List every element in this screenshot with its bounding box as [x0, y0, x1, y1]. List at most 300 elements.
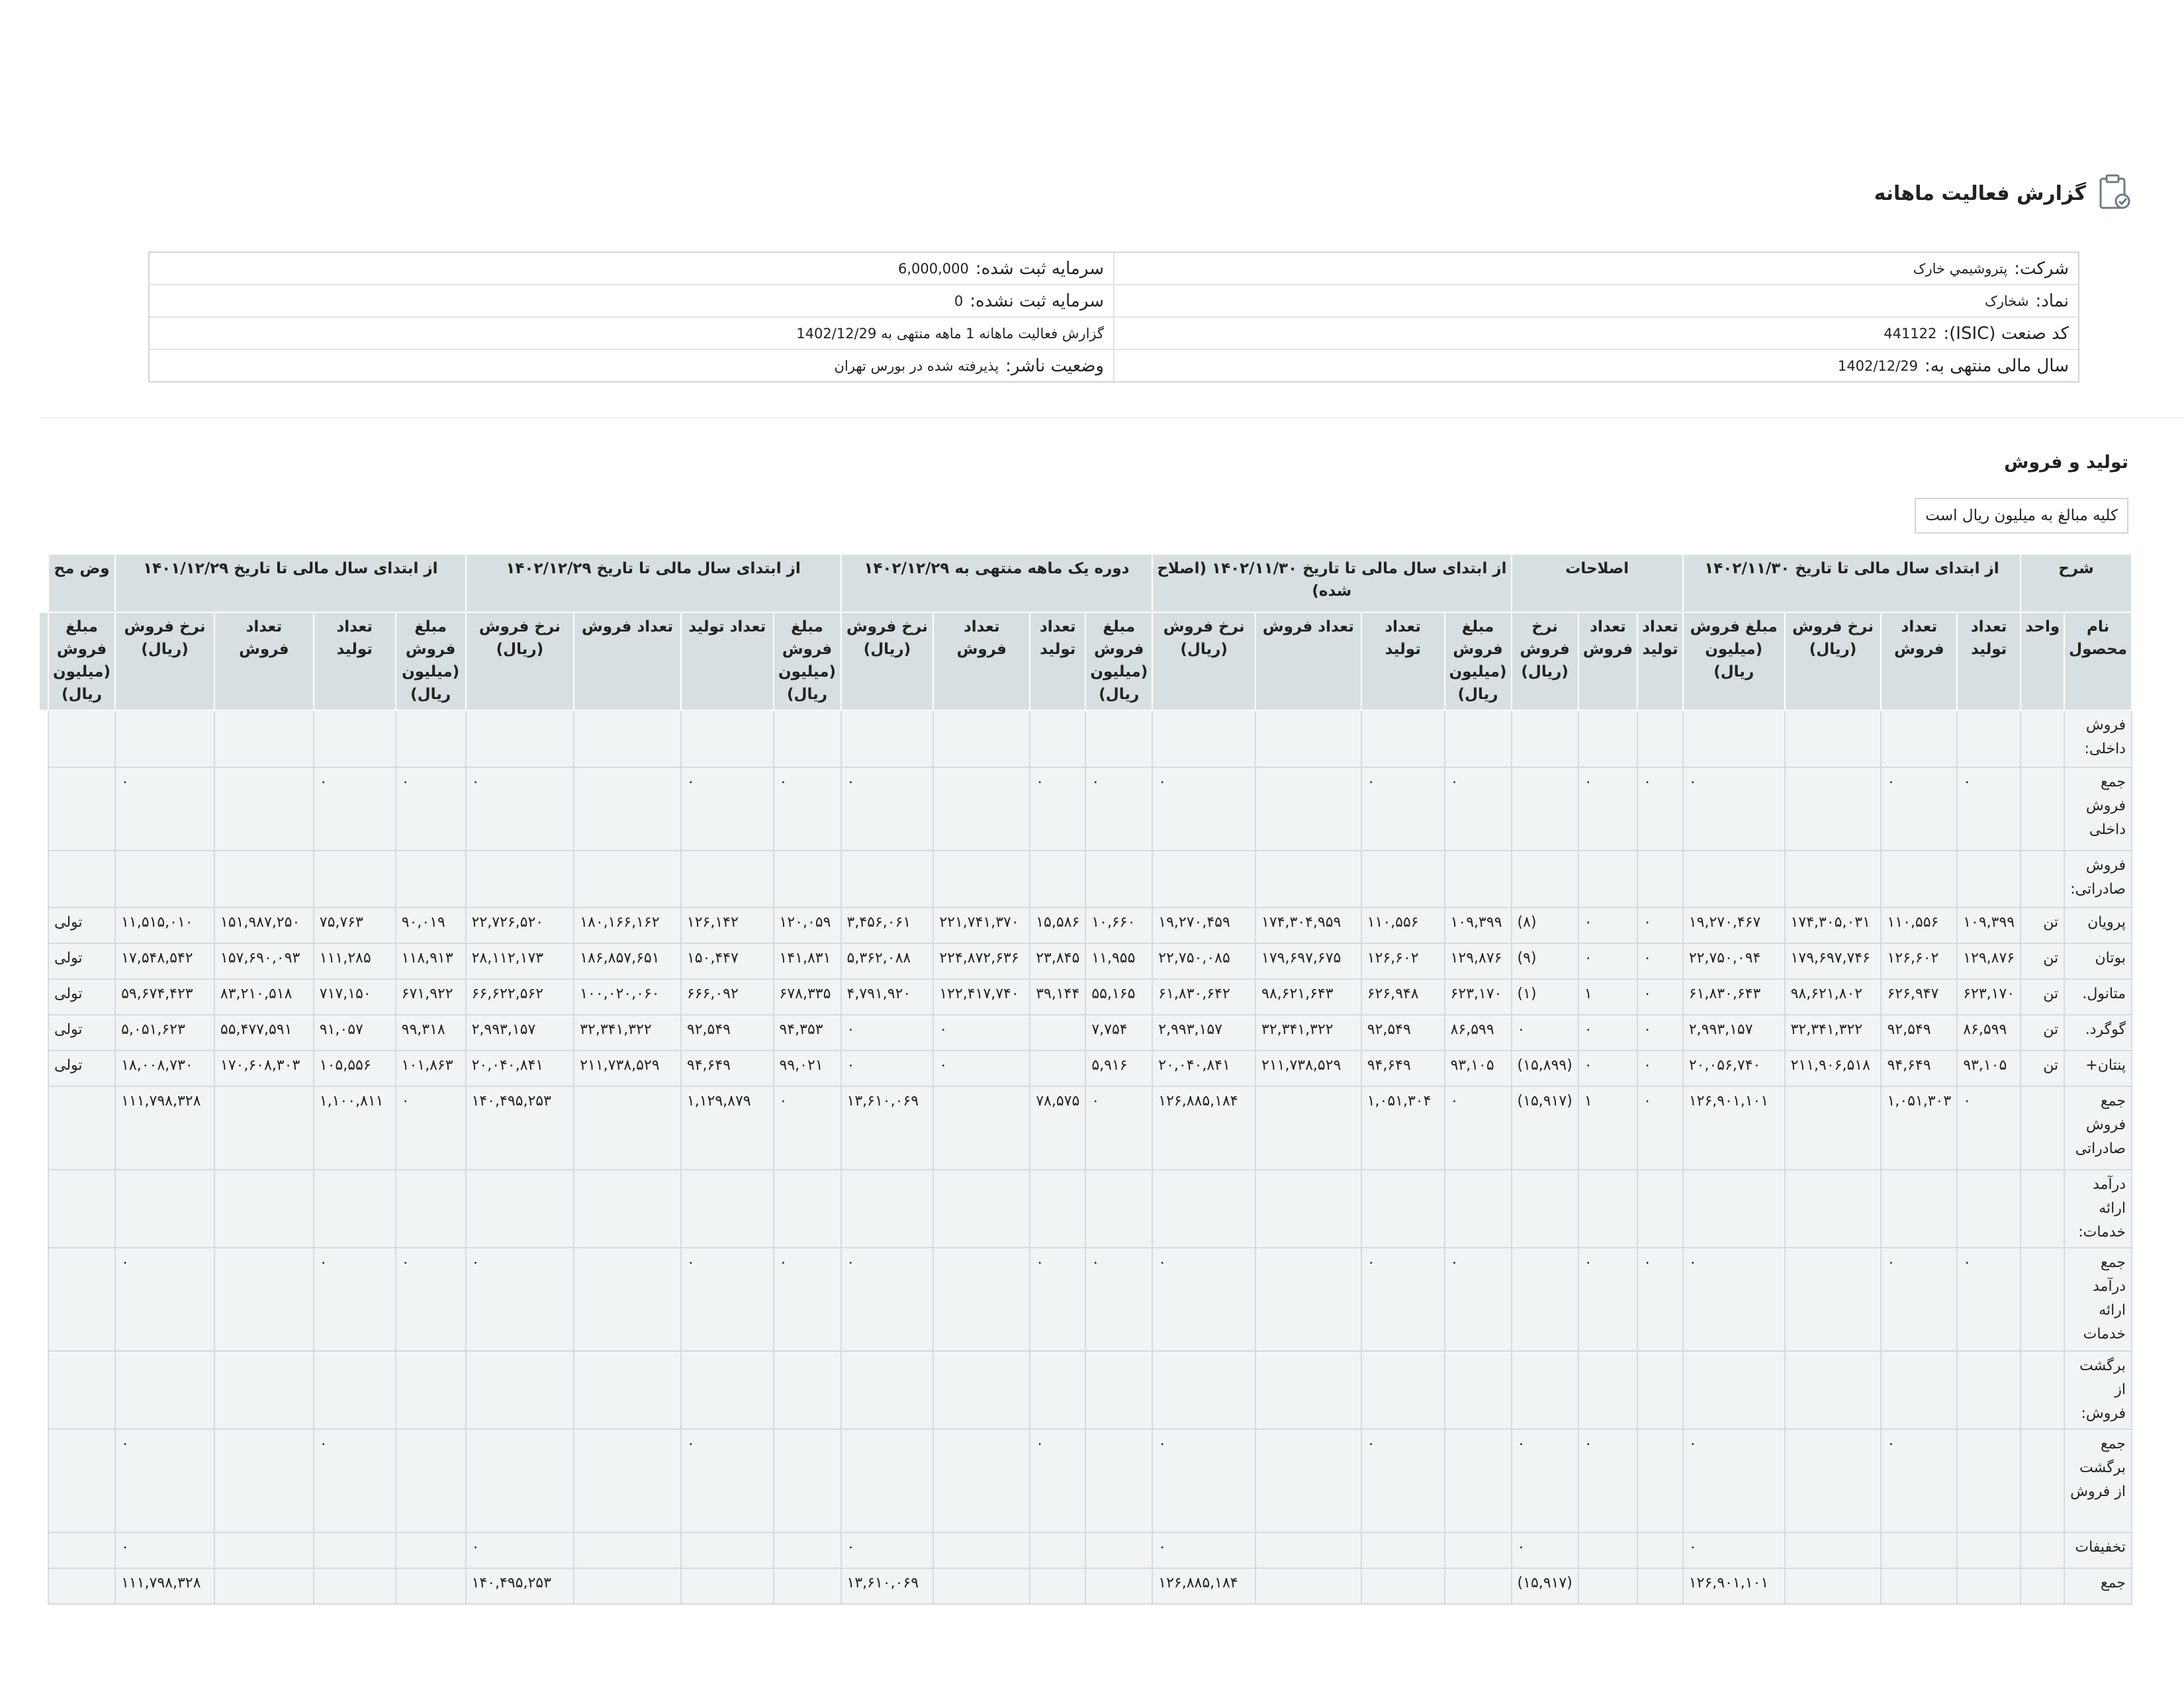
row-label: فروش صادراتی:: [2064, 851, 2132, 908]
table-cell: [214, 1532, 314, 1568]
table-cell: [115, 851, 214, 908]
table-cell: [466, 1351, 574, 1429]
table-cell: ۱۵,۵۸۶: [1030, 908, 1085, 943]
table-cell: [1361, 710, 1445, 767]
table-cell: [1030, 1015, 1085, 1051]
col-header-amount: مبلغ فروش (میلیون ریال): [1085, 612, 1152, 710]
table-cell: ۸۶,۵۹۹: [1957, 1015, 2021, 1051]
info-label: نماد:: [2035, 291, 2069, 311]
table-cell: ٠: [314, 1429, 396, 1532]
table-cell: ٠: [1361, 1429, 1445, 1532]
table-cell: [1637, 1429, 1683, 1532]
table-cell: [1512, 710, 1578, 767]
table-cell: [1445, 710, 1512, 767]
table-cell: ۲۲,۷۲۶,۵۲۰: [466, 908, 574, 943]
table-cell: [1152, 851, 1255, 908]
row-label: فروش داخلی:: [2064, 710, 2132, 767]
table-cell: [681, 710, 774, 767]
table-cell: [1512, 1351, 1578, 1429]
table-cell: [574, 1568, 681, 1604]
table-row: [39, 767, 2132, 851]
table-cell: [1957, 1170, 2021, 1248]
table-cell: [2021, 1248, 2064, 1351]
table-cell: [214, 710, 314, 767]
info-label: سرمایه ثبت شده:: [975, 258, 1104, 279]
table-cell: [1957, 1429, 2021, 1532]
table-cell: [1785, 767, 1882, 851]
table-cell: [1030, 1532, 1085, 1568]
table-cell: ۱,۱۲۹,۸۷۹: [681, 1086, 774, 1170]
table-cell: ٠: [115, 1429, 214, 1532]
table-cell: ٠: [1881, 767, 1957, 851]
table-cell: ٠: [1445, 767, 1512, 851]
table-cell: ٠: [841, 1532, 934, 1568]
table-cell: ٠: [1637, 1015, 1683, 1051]
table-cell: [2021, 1170, 2064, 1248]
table-cell: ٠: [1578, 1015, 1637, 1051]
col-header-rate: نرخ فروش (ریال): [1512, 612, 1578, 710]
table-cell: [1152, 710, 1255, 767]
table-cell: ۱۲۶,۸۸۵,۱۸۴: [1152, 1568, 1255, 1604]
table-cell: ۱۳,۶۱۰,۰۶۹: [841, 1568, 934, 1604]
table-cell: ٠: [1361, 1248, 1445, 1351]
table-cell: [214, 1248, 314, 1351]
table-cell: [774, 1351, 841, 1429]
table-cell: ٠: [841, 1015, 934, 1051]
table-cell: [48, 1170, 115, 1248]
table-cell: ۲۱۱,۹۰۶,۵۱۸: [1785, 1051, 1882, 1086]
table-cell: [1030, 1051, 1085, 1086]
group-header: شرح: [2021, 554, 2132, 612]
info-cell-right: [1115, 291, 2078, 311]
table-cell: [1785, 710, 1882, 767]
table-cell: ۱۱۱,۲۸۵: [314, 943, 396, 979]
table-cell: [1085, 851, 1152, 908]
table-row: [39, 979, 2132, 1015]
table-cell: ۶۶۶,۰۹۲: [681, 979, 774, 1015]
table-cell: ۱۱۸,۹۱۳: [396, 943, 466, 979]
table-cell: [48, 767, 115, 851]
table-cell: ۶۲۶,۹۴۸: [1361, 979, 1445, 1015]
table-cell: [841, 1351, 934, 1429]
table-cell: ۲۰,۰۴۰,۸۴۱: [1152, 1051, 1255, 1086]
table-cell: ۱۱۰,۵۵۶: [1881, 908, 1957, 943]
info-label: وضعیت ناشر:: [1005, 355, 1104, 376]
table-cell: ٠: [396, 1248, 466, 1351]
table-row: [39, 851, 2132, 908]
table-cell: ٠: [1152, 1532, 1255, 1568]
table-cell: [2021, 1532, 2064, 1568]
table-cell: [1255, 710, 1361, 767]
table-cell: [396, 851, 466, 908]
table-cell: ۱۱۱,۷۹۸,۳۲۸: [115, 1568, 214, 1604]
table-cell: [1030, 1351, 1085, 1429]
group-header: اصلاحات: [1512, 554, 1683, 612]
table-cell: [1361, 1532, 1445, 1568]
company-info-panel: [148, 252, 2079, 383]
group-header: از ابتدای سال مالی تا تاریخ ۱۴۰۲/۱۱/۳۰: [1683, 554, 2021, 612]
table-cell: [774, 1532, 841, 1568]
table-cell: ۹۹,۳۱۸: [396, 1015, 466, 1051]
table-cell: [1030, 1170, 1085, 1248]
table-cell: [1152, 1351, 1255, 1429]
table-cell: [214, 1086, 314, 1170]
table-cell: [1085, 1532, 1152, 1568]
table-cell: ٠: [115, 1532, 214, 1568]
table-cell: ٠: [1152, 767, 1255, 851]
production-sales-table-wrapper[interactable]: [38, 553, 2132, 1605]
table-cell: [1683, 851, 1785, 908]
table-cell: [774, 851, 841, 908]
table-row: [39, 1429, 2132, 1532]
table-cell: ٠: [1578, 908, 1637, 943]
table-cell: ۱۱,۹۵۵: [1085, 943, 1152, 979]
table-cell: ۶۶,۶۲۲,۵۶۲: [466, 979, 574, 1015]
table-cell: ۸۶,۵۹۹: [1445, 1015, 1512, 1051]
table-cell: [115, 1351, 214, 1429]
table-cell: ۱۲۹,۸۷۶: [1445, 943, 1512, 979]
table-cell: ۷۵,۷۶۳: [314, 908, 396, 943]
table-cell: [933, 1568, 1030, 1604]
info-cell-left: [150, 318, 1115, 349]
info-value: 441122: [1884, 325, 1937, 342]
page-header: [1874, 173, 2131, 213]
table-cell: ۱۲۶,۱۴۲: [681, 908, 774, 943]
table-cell: ۱,۰۵۱,۳۰۳: [1881, 1086, 1957, 1170]
table-cell: (۱۵,۸۹۹): [1512, 1051, 1578, 1086]
table-cell: ۱۹,۲۷۰,۴۶۷: [1683, 908, 1785, 943]
col-header-unit: واحد: [2021, 612, 2064, 710]
table-cell: ٠: [466, 1248, 574, 1351]
table-cell: ٠: [1683, 767, 1785, 851]
table-cell: ۷۸,۵۷۵: [1030, 1086, 1085, 1170]
table-cell: ۲۰,۰۴۰,۸۴۱: [466, 1051, 574, 1086]
table-cell: [1578, 1351, 1637, 1429]
row-label: پنتان+: [2064, 1051, 2132, 1086]
table-cell: ۶۲۳,۱۷۰: [1957, 979, 2021, 1015]
info-value: 6,000,000: [897, 260, 969, 277]
info-cell-left: [150, 350, 1115, 381]
table-cell: ۱۵۷,۶۹۰,۰۹۳: [214, 943, 314, 979]
table-cell: ٠: [1957, 767, 2021, 851]
table-cell: ۳۲,۳۴۱,۳۲۲: [1785, 1015, 1882, 1051]
table-cell: ۲۲۴,۸۷۲,۶۳۶: [933, 943, 1030, 979]
table-cell: [1637, 710, 1683, 767]
col-header-production: تعداد تولید: [1637, 612, 1683, 710]
table-cell: [574, 1248, 681, 1351]
table-cell: ٠: [396, 767, 466, 851]
table-row: [39, 1086, 2132, 1170]
table-row: [39, 943, 2132, 979]
table-cell: ۱۰,۶۶۰: [1085, 908, 1152, 943]
table-cell: [1255, 767, 1361, 851]
table-cell: ۳۲,۳۴۱,۳۲۲: [1255, 1015, 1361, 1051]
table-cell: ٠: [1637, 1086, 1683, 1170]
table-cell: [1578, 1532, 1637, 1568]
table-row: [39, 1248, 2132, 1351]
table-cell: ٠: [1512, 1532, 1578, 1568]
table-cell: [314, 851, 396, 908]
table-cell: [933, 1170, 1030, 1248]
table-cell: تولی: [48, 1051, 115, 1086]
table-cell: ٠: [1578, 943, 1637, 979]
table-cell: ۱۴۰,۴۹۵,۲۵۳: [466, 1568, 574, 1604]
table-cell: [574, 767, 681, 851]
table-cell: ٠: [841, 767, 934, 851]
table-cell: [933, 1429, 1030, 1532]
table-cell: ۹۴,۳۵۳: [774, 1015, 841, 1051]
table-cell: ۹۴,۶۴۹: [681, 1051, 774, 1086]
table-cell: [1255, 1429, 1361, 1532]
table-cell: ۹۳,۱۰۵: [1957, 1051, 2021, 1086]
info-label: سرمایه ثبت نشده:: [970, 291, 1104, 311]
table-cell: [1255, 1532, 1361, 1568]
table-cell: ۲,۹۹۳,۱۵۷: [1683, 1015, 1785, 1051]
table-cell: [1512, 851, 1578, 908]
table-cell: [1881, 1170, 1957, 1248]
col-header-production: تعداد تولید: [314, 612, 396, 710]
table-cell: ۹۸,۶۲۱,۶۴۳: [1255, 979, 1361, 1015]
table-cell: ۶۷۱,۹۲۲: [396, 979, 466, 1015]
table-cell: ۱۴۰,۴۹۵,۲۵۳: [466, 1086, 574, 1170]
table-cell: [1957, 851, 2021, 908]
table-cell: [314, 1351, 396, 1429]
table-cell: (۱۵,۹۱۷): [1512, 1568, 1578, 1604]
info-value: 1402/12/29: [1837, 357, 1918, 374]
table-cell: ۱۷,۵۴۸,۵۴۲: [115, 943, 214, 979]
table-cell: [1445, 1351, 1512, 1429]
table-cell: ۷,۷۵۴: [1085, 1015, 1152, 1051]
table-cell: ۱۱۰,۵۵۶: [1361, 908, 1445, 943]
row-label: پرویان: [2064, 908, 2132, 943]
table-cell: [1361, 1568, 1445, 1604]
table-cell: ۱۲۲,۴۱۷,۷۴۰: [933, 979, 1030, 1015]
table-cell: [48, 851, 115, 908]
table-cell: [1255, 1351, 1361, 1429]
row-label: جمع برگشت از فروش: [2064, 1429, 2132, 1532]
table-cell: ٠: [933, 1015, 1030, 1051]
table-cell: [1445, 1532, 1512, 1568]
table-cell: [1255, 1248, 1361, 1351]
table-cell: ۶۱,۸۳۰,۶۴۲: [1152, 979, 1255, 1015]
info-cell-right: [1115, 324, 2078, 344]
table-cell: ۲۱۱,۷۳۸,۵۲۹: [574, 1051, 681, 1086]
table-cell: [574, 1170, 681, 1248]
table-cell: ٠: [1957, 1248, 2021, 1351]
table-cell: [774, 710, 841, 767]
table-cell: ۲۰,۰۵۶,۷۴۰: [1683, 1051, 1785, 1086]
table-cell: ٠: [681, 767, 774, 851]
table-cell: [214, 1351, 314, 1429]
table-cell: [574, 851, 681, 908]
table-cell: [1030, 851, 1085, 908]
table-cell: ۹۰,۰۱۹: [396, 908, 466, 943]
table-cell: ۸۳,۲۱۰,۵۱۸: [214, 979, 314, 1015]
table-cell: [115, 1170, 214, 1248]
table-row: [39, 710, 2132, 767]
table-cell: [1361, 1170, 1445, 1248]
table-cell: [774, 1568, 841, 1604]
table-cell: [48, 710, 115, 767]
table-cell: ۲۲۱,۷۴۱,۳۷۰: [933, 908, 1030, 943]
table-cell: ٠: [1637, 1051, 1683, 1086]
table-cell: ٠: [1637, 767, 1683, 851]
table-cell: ٠: [774, 767, 841, 851]
table-cell: ۳,۴۵۶,۰۶۱: [841, 908, 934, 943]
table-cell: [1637, 1532, 1683, 1568]
table-cell: ۱۷۹,۶۹۷,۷۴۶: [1785, 943, 1882, 979]
table-cell: [1785, 1532, 1882, 1568]
table-cell: (۹): [1512, 943, 1578, 979]
table-cell: ٠: [841, 1248, 934, 1351]
col-header-production: تعداد تولید: [681, 612, 774, 710]
table-row: [39, 1532, 2132, 1568]
table-cell: [574, 1429, 681, 1532]
info-value: پذیرفته شده در بورس تهران: [834, 357, 999, 374]
table-cell: [1785, 851, 1882, 908]
row-label: درآمد ارائه خدمات:: [2064, 1170, 2132, 1248]
table-cell: ۴,۷۹۱,۹۲۰: [841, 979, 934, 1015]
table-cell: ٠: [1637, 943, 1683, 979]
table-row: [39, 1351, 2132, 1429]
table-cell: ٠: [1637, 979, 1683, 1015]
table-cell: [214, 1568, 314, 1604]
table-cell: [1085, 710, 1152, 767]
table-cell: ٠: [1445, 1248, 1512, 1351]
table-cell: ٠: [314, 1248, 396, 1351]
table-row: [39, 1015, 2132, 1051]
table-cell: [396, 1170, 466, 1248]
table-cell: [1255, 1568, 1361, 1604]
table-cell: ٠: [1152, 1429, 1255, 1532]
table-cell: [1957, 1568, 2021, 1604]
table-cell: ٠: [1030, 1429, 1085, 1532]
table-cell: ۱۲۶,۶۰۲: [1881, 943, 1957, 979]
table-cell: [466, 710, 574, 767]
table-cell: ٠: [1030, 1248, 1085, 1351]
table-cell: [466, 1170, 574, 1248]
info-cell-right: [1115, 259, 2078, 279]
table-cell: ٠: [115, 1248, 214, 1351]
table-cell: [933, 710, 1030, 767]
col-header-sales-qty: تعداد فروش: [1578, 612, 1637, 710]
table-cell: ٠: [1085, 767, 1152, 851]
col-header-production: تعداد تولید: [1361, 612, 1445, 710]
row-label: متانول.: [2064, 979, 2132, 1015]
table-cell: ۱۴۱,۸۳۱: [774, 943, 841, 979]
table-cell: [214, 767, 314, 851]
table-cell: [214, 1170, 314, 1248]
table-cell: ٠: [466, 767, 574, 851]
table-cell: [841, 1429, 934, 1532]
table-cell: [1881, 1532, 1957, 1568]
table-cell: ۳۹,۱۴۴: [1030, 979, 1085, 1015]
table-cell: [1957, 710, 2021, 767]
table-cell: ۱۷۴,۳۰۵,۰۳۱: [1785, 908, 1882, 943]
table-cell: ۱۲۹,۸۷۶: [1957, 943, 2021, 979]
table-cell: ۲۲,۷۵۰,۰۸۵: [1152, 943, 1255, 979]
table-cell: [1255, 851, 1361, 908]
table-cell: [1445, 1170, 1512, 1248]
page-title: گزارش فعالیت ماهانه: [1874, 181, 2086, 205]
table-cell: ۱۲۶,۶۰۲: [1361, 943, 1445, 979]
divider: [40, 417, 2184, 418]
col-header-extra: [39, 612, 48, 710]
table-cell: [1030, 710, 1085, 767]
table-cell: [396, 1351, 466, 1429]
col-header-sales-qty: تعداد فروش: [933, 612, 1030, 710]
table-cell: ٠: [681, 1248, 774, 1351]
table-cell: ۱۰۰,۰۲۰,۰۶۰: [574, 979, 681, 1015]
table-cell: ۱۱۱,۷۹۸,۳۲۸: [115, 1086, 214, 1170]
table-cell: [1578, 1568, 1637, 1604]
table-cell: [1683, 1170, 1785, 1248]
table-cell: [314, 1532, 396, 1568]
table-cell: [2021, 1086, 2064, 1170]
production-sales-table: [38, 553, 2132, 1605]
table-cell: [48, 1568, 115, 1604]
table-cell: [1957, 1532, 2021, 1568]
table-cell: ۱۲۰,۰۵۹: [774, 908, 841, 943]
col-header-rate: نرخ فروش (ریال): [1152, 612, 1255, 710]
col-header-amount: مبلغ فروش (میلیون ریال): [48, 612, 115, 710]
table-cell: ۹۲,۵۴۹: [1361, 1015, 1445, 1051]
table-cell: ۱۷۹,۶۹۷,۶۷۵: [1255, 943, 1361, 979]
table-cell: [681, 1568, 774, 1604]
table-cell: [1578, 710, 1637, 767]
info-label: شرکت:: [2014, 258, 2069, 279]
table-cell: ٠: [681, 1429, 774, 1532]
table-cell: [681, 851, 774, 908]
table-cell: ۱۰۹,۳۹۹: [1445, 908, 1512, 943]
table-cell: ٠: [1085, 1086, 1152, 1170]
table-row: [39, 1051, 2132, 1086]
table-cell: [466, 1429, 574, 1532]
table-cell: ٠: [1512, 1429, 1578, 1532]
row-label: جمع درآمد ارائه خدمات: [2064, 1248, 2132, 1351]
table-cell: ۱۵۰,۴۴۷: [681, 943, 774, 979]
table-cell: [574, 1532, 681, 1568]
table-cell: ۱۰۹,۳۹۹: [1957, 908, 2021, 943]
table-cell: (۱۵,۹۱۷): [1512, 1086, 1578, 1170]
table-cell: [1637, 851, 1683, 908]
table-cell: ۵۵,۱۶۵: [1085, 979, 1152, 1015]
table-cell: ۱۷۰,۶۰۸,۳۰۳: [214, 1051, 314, 1086]
table-cell: [214, 851, 314, 908]
table-cell: ۹۲,۵۴۹: [681, 1015, 774, 1051]
table-cell: تن: [2021, 943, 2064, 979]
table-cell: [933, 1086, 1030, 1170]
table-cell: ٠: [1637, 908, 1683, 943]
table-cell: ۶۱,۸۳۰,۶۴۳: [1683, 979, 1785, 1015]
table-cell: ٠: [774, 1248, 841, 1351]
table-cell: [1785, 1170, 1882, 1248]
info-value: گزارش فعالیت ماهانه 1 ماهه منتهی به 1402/12/29: [796, 325, 1104, 342]
table-cell: [396, 1532, 466, 1568]
table-cell: تولی: [48, 943, 115, 979]
table-cell: تولی: [48, 908, 115, 943]
table-cell: [1512, 1248, 1578, 1351]
info-label: سال مالی منتهی به:: [1924, 355, 2069, 376]
col-header-amount: مبلغ فروش (میلیون ریال): [396, 612, 466, 710]
currency-note: کلیه مبالغ به میلیون ریال است: [1915, 498, 2128, 534]
table-cell: تولی: [48, 1015, 115, 1051]
table-cell: ۷۱۷,۱۵۰: [314, 979, 396, 1015]
table-cell: ٠: [1957, 1086, 2021, 1170]
table-cell: [314, 1568, 396, 1604]
table-cell: تن: [2021, 979, 2064, 1015]
table-cell: [2021, 851, 2064, 908]
